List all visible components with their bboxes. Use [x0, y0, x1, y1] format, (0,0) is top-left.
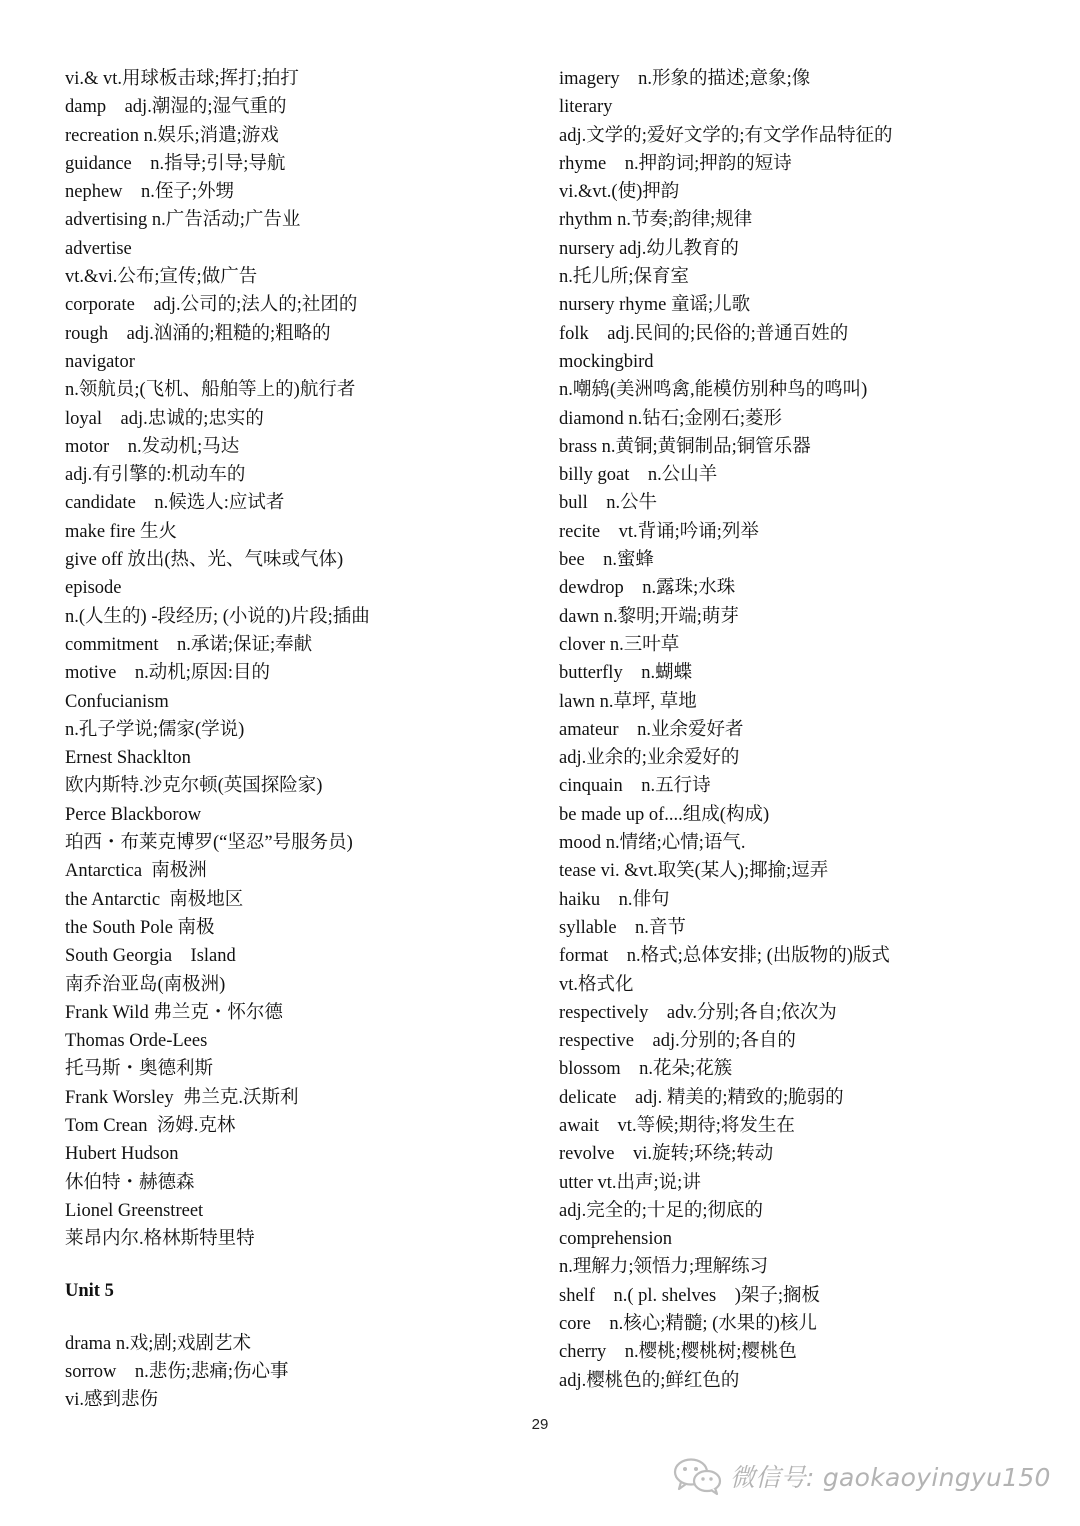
vocab-line: adj.文学的;爱好文学的;有文学作品特征的	[559, 125, 893, 146]
vocab-line: navigator	[65, 351, 135, 372]
vocab-line: advertise	[65, 238, 132, 259]
vocab-line: vi.&vt.(使)押韵	[559, 182, 680, 203]
vocab-line: vi.& vt.用球板击球;挥打;拍打	[65, 69, 299, 89]
vocab-line: damp adj.潮湿的;湿气重的	[65, 97, 287, 118]
vocab-line	[65, 1306, 535, 1330]
vocab-line: give off 放出(热、光、气味或气体)	[65, 550, 344, 571]
watermark	[672, 1456, 1051, 1496]
vocab-line: dawn n.黎明;开端;萌芽	[559, 606, 739, 627]
vocab-line: rough adj.汹涌的;粗糙的;粗略的	[65, 323, 331, 344]
vocab-line: Lionel Greenstreet	[65, 1200, 204, 1221]
page-number: 29	[531, 1416, 549, 1433]
vocab-line: motive n.动机;原因:目的	[65, 663, 271, 684]
vocab-line: rhythm n.节奏;韵律;规律	[559, 210, 753, 231]
vocab-line: Confucianism	[65, 691, 169, 712]
vocab-line: corporate adj.公司的;法人的;社团的	[65, 295, 358, 316]
vocab-line: Antarctica 南极洲	[65, 861, 207, 882]
wechat-icon	[672, 1456, 724, 1496]
vocab-line: tease vi. &vt.取笑(某人);揶揄;逗弄	[559, 861, 829, 882]
vocab-line: nursery adj.幼儿教育的	[559, 238, 739, 259]
vocab-line: n.托儿所;保育室	[559, 267, 690, 288]
vocab-line: imagery n.形象的描述;意象;像	[559, 69, 811, 89]
vocab-line: Ernest Shacklton	[65, 748, 191, 769]
vocab-line: bull n.公牛	[559, 493, 658, 514]
vocab-line: Thomas Orde-Lees	[65, 1031, 208, 1052]
vocab-line: literary	[559, 97, 613, 118]
vocab-line: utter vt.出声;说;讲	[559, 1172, 701, 1193]
vocab-line: rhyme n.押韵词;押韵的短诗	[559, 153, 792, 174]
vocab-line: commitment n.承诺;保证;奉献	[65, 634, 313, 655]
vocab-line: dewdrop n.露珠;水珠	[559, 578, 736, 599]
vocab-line: clover n.三叶草	[559, 634, 680, 655]
vocab-line: mockingbird	[559, 351, 654, 372]
vocab-line: adj.樱桃色的;鲜红色的	[559, 1370, 740, 1391]
vocab-line: haiku n.俳句	[559, 889, 670, 910]
vocab-line: Frank Wild 弗兰克・怀尔德	[65, 1002, 283, 1023]
vocab-line: vi.感到悲伤	[65, 1390, 159, 1411]
vocab-line: South Georgia Island	[65, 946, 236, 967]
vocab-line: bee n.蜜蜂	[559, 550, 655, 571]
vocab-line: butterfly n.蝴蝶	[559, 663, 693, 684]
vocab-line: make fire 生火	[65, 521, 177, 542]
vocab-line: 托马斯・奥德利斯	[65, 1059, 214, 1080]
watermark-text: 微信号: gaokaoyingyu150	[730, 1463, 1051, 1492]
vocab-line: Perce Blackborow	[65, 804, 202, 825]
vocab-line: amateur n.业余爱好者	[559, 719, 744, 740]
unit-heading: Unit 5	[65, 1281, 114, 1302]
vocab-line: guidance n.指导;引导;导航	[65, 153, 286, 174]
vocab-line: folk adj.民间的;民俗的;普通百姓的	[559, 323, 849, 344]
vocab-line: the Antarctic 南极地区	[65, 889, 244, 910]
vocab-line: 南乔治亚岛(南极洲)	[65, 974, 226, 995]
vocab-line: vt.格式化	[559, 974, 634, 995]
vocab-line: the South Pole 南极	[65, 917, 215, 938]
vocab-line: syllable n.音节	[559, 917, 686, 938]
vocab-line: revolve vi.旋转;环绕;转动	[559, 1144, 774, 1165]
vocab-line: episode	[65, 578, 122, 599]
vocab-line: 莱昂内尔.格林斯特里特	[65, 1229, 255, 1250]
vocab-line: core n.核心;精髓; (水果的)核儿	[559, 1314, 817, 1335]
vocab-line: 休伯特・赫德森	[65, 1172, 195, 1193]
vocab-line: loyal adj.忠诚的;忠实的	[65, 408, 264, 429]
vocab-line: adj.业余的;业余爱好的	[559, 748, 740, 769]
left-column	[65, 65, 535, 1415]
vocab-line: respectively adv.分别;各自;依次为	[559, 1002, 837, 1023]
vocab-line: cinquain n.五行诗	[559, 776, 711, 797]
vocab-line: lawn n.草坪, 草地	[559, 691, 697, 712]
vocab-line: n.(人生的) -段经历; (小说的)片段;插曲	[65, 606, 370, 627]
vocab-line: nephew n.侄子;外甥	[65, 182, 235, 203]
vocab-line: advertising n.广告活动;广告业	[65, 210, 301, 231]
vocab-line: sorrow n.悲伤;悲痛;伤心事	[65, 1362, 289, 1383]
vocab-line: blossom n.花朵;花簇	[559, 1059, 733, 1080]
vocab-line: billy goat n.公山羊	[559, 465, 718, 486]
vocab-line: 珀西・布莱克博罗(“坚忍”号服务员)	[65, 833, 353, 854]
vocab-line: 欧内斯特.沙克尔顿(英国探险家)	[65, 776, 323, 797]
vocab-line: candidate n.候选人:应试者	[65, 493, 285, 514]
vocab-line: be made up of....组成(构成)	[559, 804, 770, 825]
vocab-line: n.理解力;领悟力;理解练习	[559, 1257, 769, 1278]
vocab-line	[65, 1253, 535, 1277]
vocab-line: n.嘲鸫(美洲鸣禽,能模仿别种鸟的鸣叫)	[559, 380, 868, 401]
vocab-line: Hubert Hudson	[65, 1144, 179, 1165]
vocab-line: drama n.戏;剧;戏剧艺术	[65, 1333, 252, 1354]
vocab-line: delicate adj. 精美的;精致的;脆弱的	[559, 1087, 844, 1108]
vocab-line: vt.&vi.公布;宣传;做广告	[65, 267, 258, 288]
vocab-line: shelf n.( pl. shelves )架子;搁板	[559, 1285, 821, 1306]
vocab-line: format n.格式;总体安排; (出版物的)版式	[559, 946, 890, 967]
vocab-line: diamond n.钻石;金刚石;菱形	[559, 408, 783, 429]
vocab-line: comprehension	[559, 1229, 673, 1250]
right-column	[559, 65, 1059, 1395]
vocab-line: brass n.黄铜;黄铜制品;铜管乐器	[559, 436, 811, 457]
vocab-line: Frank Worsley 弗兰克.沃斯利	[65, 1087, 299, 1108]
vocab-line: await vt.等候;期待;将发生在	[559, 1115, 795, 1136]
vocab-line: mood n.情绪;心情;语气.	[559, 833, 746, 854]
vocab-line: n.孔子学说;儒家(学说)	[65, 719, 245, 740]
vocab-line: respective adj.分别的;各自的	[559, 1031, 796, 1052]
vocab-line: recreation n.娱乐;消遣;游戏	[65, 125, 279, 146]
vocab-line: adj.完全的;十足的;彻底的	[559, 1200, 764, 1221]
vocab-line: nursery rhyme 童谣;儿歌	[559, 295, 751, 316]
vocab-line: n.领航员;(飞机、船舶等上的)航行者	[65, 380, 356, 401]
vocab-line: motor n.发动机;马达	[65, 436, 240, 457]
vocab-line: Tom Crean 汤姆.克林	[65, 1115, 236, 1136]
vocab-line: cherry n.樱桃;樱桃树;樱桃色	[559, 1342, 797, 1363]
vocab-line: recite vt.背诵;吟诵;列举	[559, 521, 759, 542]
vocab-line: adj.有引擎的:机动车的	[65, 465, 246, 486]
